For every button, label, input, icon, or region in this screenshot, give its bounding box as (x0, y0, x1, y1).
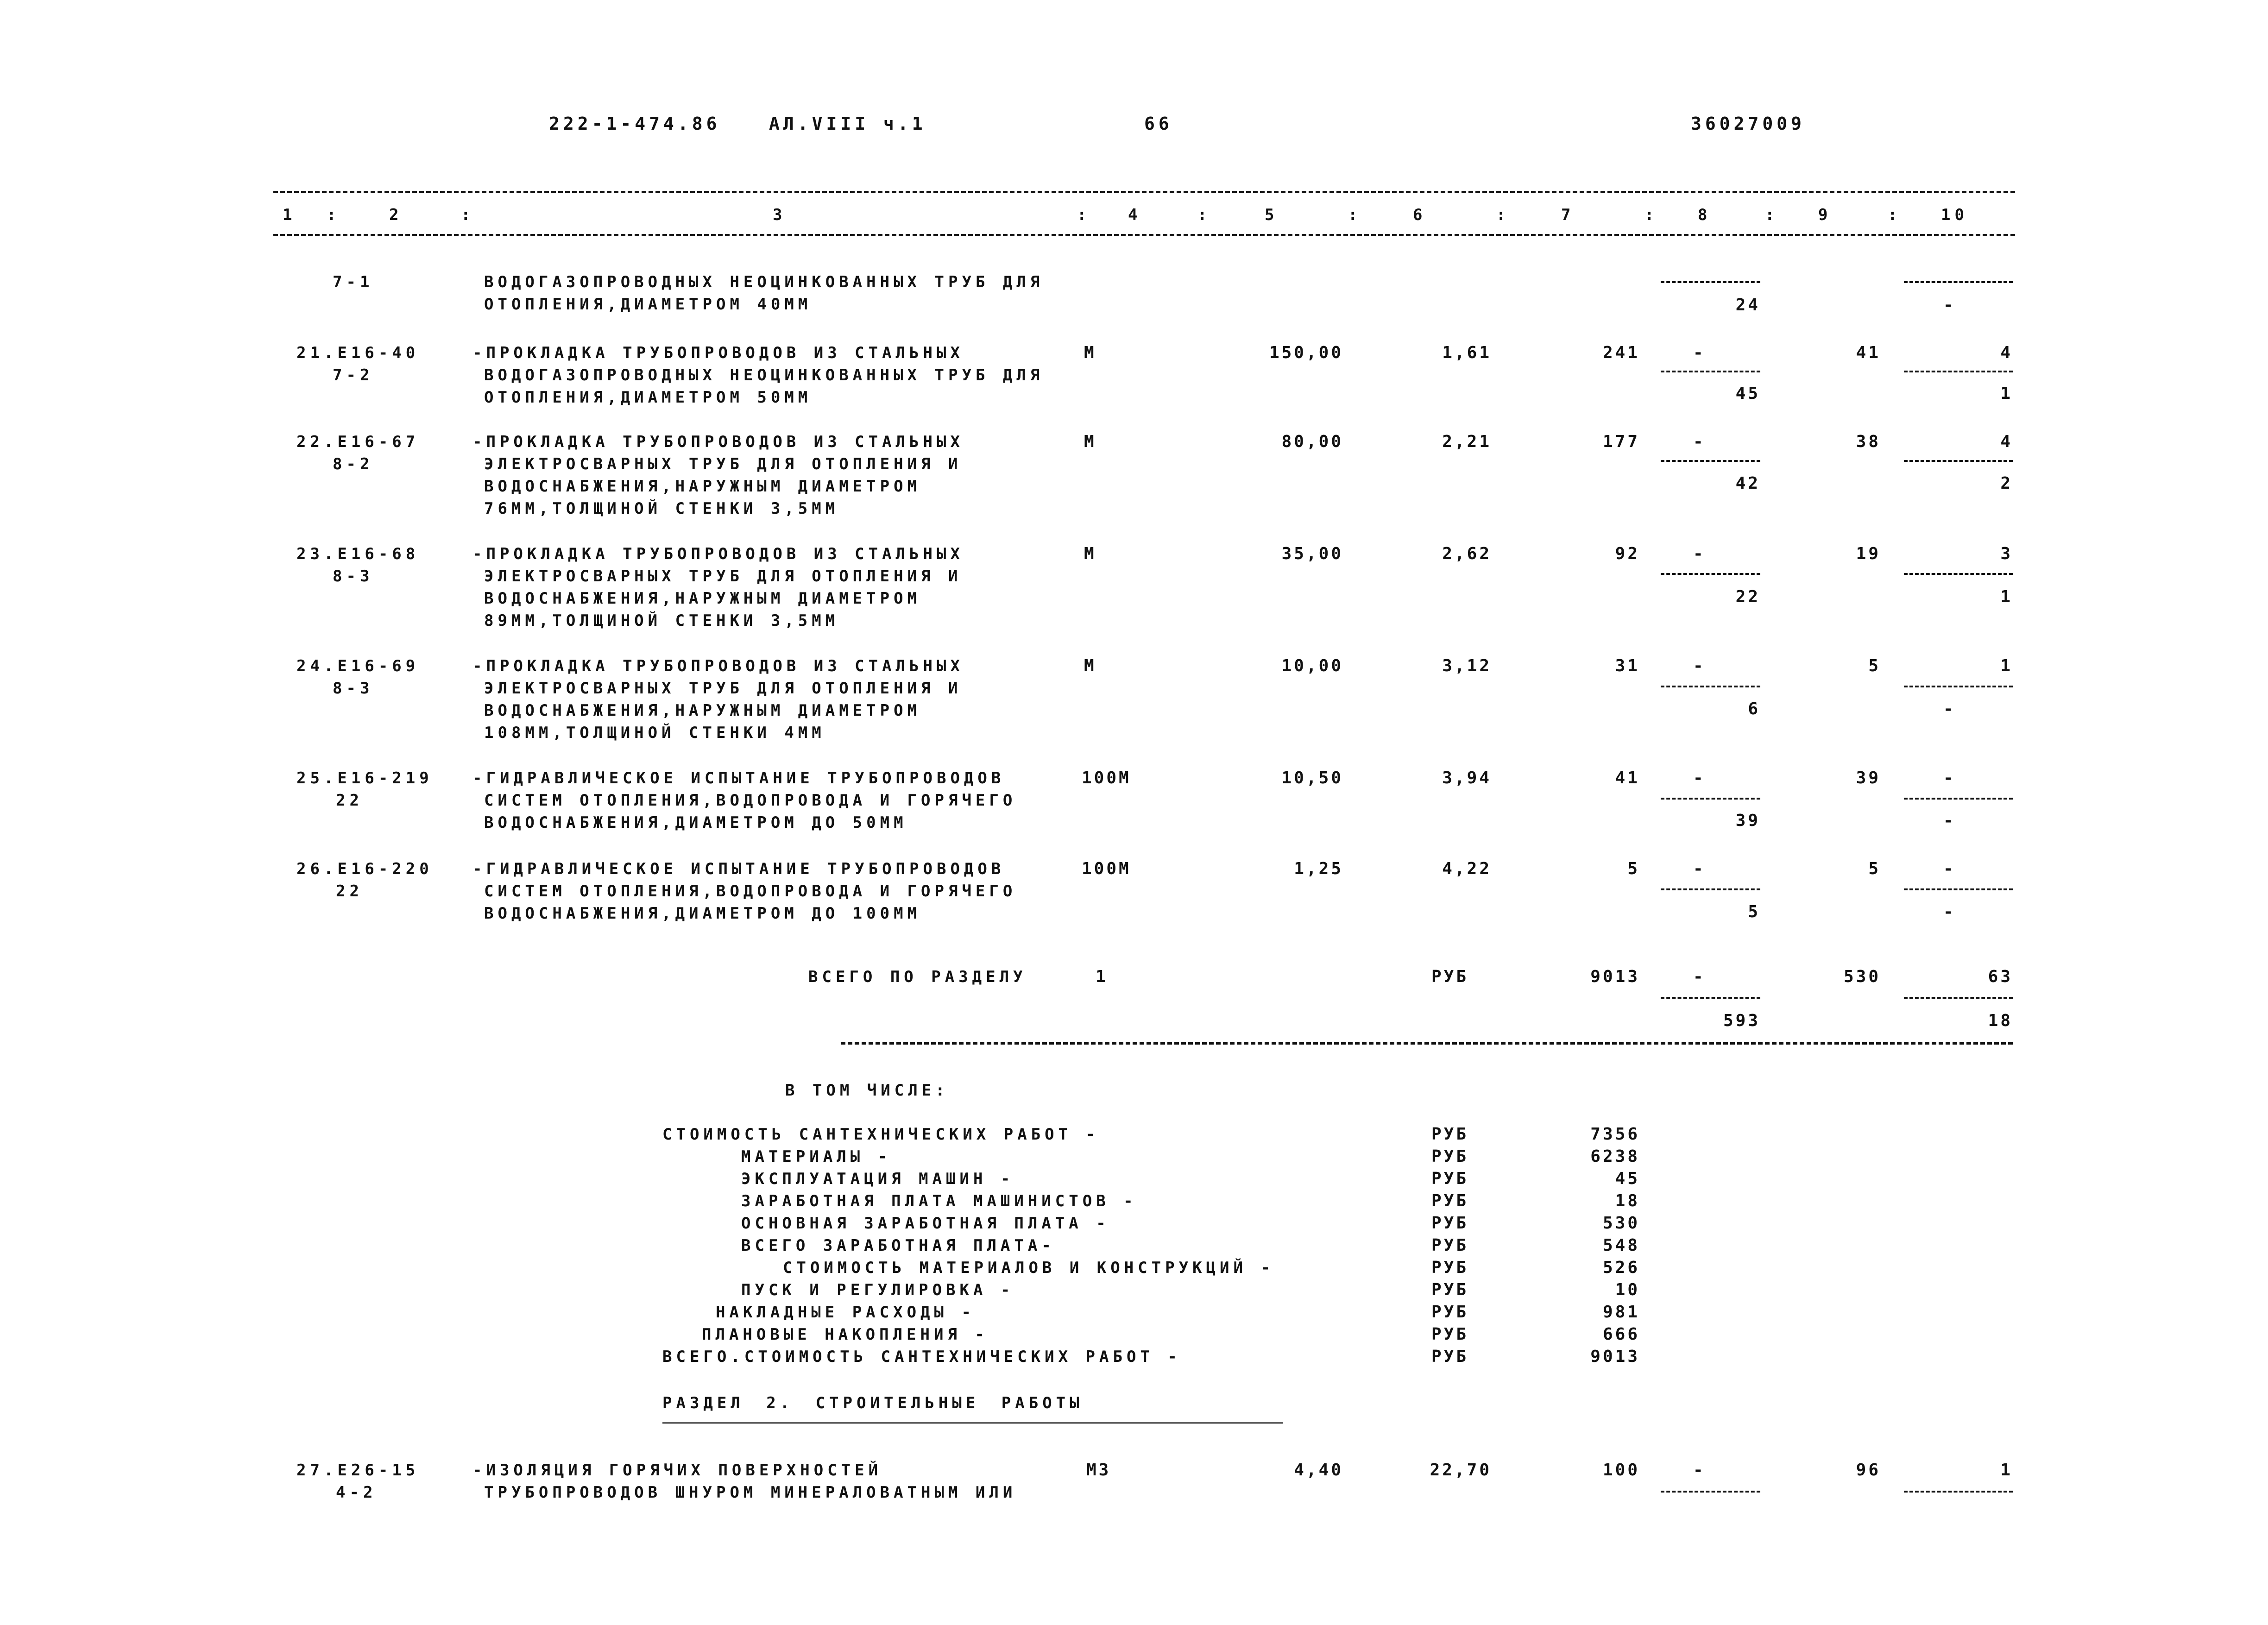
cell-divider (1661, 1491, 1760, 1493)
col-header-4: 4 (1128, 206, 1142, 224)
cell-unit: 100М (1082, 859, 1131, 878)
col-header-7: 7 (1561, 206, 1575, 224)
list-item-value: 7356 (1590, 1125, 1640, 1144)
cell-divider (1904, 997, 2013, 999)
list-item-value: 981 (1602, 1303, 1640, 1322)
cell-col10-upper: 4 (2000, 343, 2013, 362)
list-item-unit: РУБ (1431, 1258, 1469, 1277)
list-item-label: ЭКСПЛУАТАЦИЯ МАШИН - (741, 1170, 1014, 1188)
list-item-unit: РУБ (1431, 1125, 1469, 1144)
cell-divider (1661, 888, 1760, 890)
cell-col10-lower: - (1943, 811, 1956, 830)
cell-unit: М (1084, 343, 1096, 362)
work-description-line: ОТОПЛЕНИЯ,ДИАМЕТРОМ 40ММ (484, 295, 812, 314)
cell-divider (1904, 281, 2013, 283)
cell-col10-upper: - (1943, 859, 1956, 878)
album-label: АЛ.VIII ч.1 (769, 113, 926, 134)
cell-col8-lower: 24 (1735, 296, 1760, 315)
cell-col8-lower: 45 (1735, 384, 1760, 403)
list-item-value: 18 (1615, 1191, 1640, 1210)
cell-col10-lower: 2 (2000, 474, 2013, 493)
col-separator: : (1348, 206, 1362, 224)
cell-unit-price: 1,61 (1442, 343, 1492, 362)
cell-col9: 5 (1868, 859, 1881, 878)
norm-code: 25.Е16-219 (296, 769, 433, 787)
cell-quantity: 80,00 (1281, 432, 1343, 451)
list-item-value: 10 (1615, 1280, 1640, 1299)
cell-col10-upper: 1 (2000, 656, 2013, 675)
work-description-line: ВОДОСНАБЖЕНИЯ,НАРУЖНЫМ ДИАМЕТРОМ (484, 589, 921, 608)
list-item-label: МАТЕРИАЛЫ - (741, 1147, 892, 1166)
cell-col8-lower: 593 (1723, 1011, 1760, 1030)
norm-subcode: 8-2 (333, 455, 374, 473)
list-item-label: НАКЛАДНЫЕ РАСХОДЫ - (716, 1303, 975, 1322)
cell-col9: 530 (1843, 967, 1881, 986)
cell-col9: 5 (1868, 656, 1881, 675)
cell-unit-price: 3,94 (1442, 768, 1492, 787)
work-description-line: ВОДОГАЗОПРОВОДНЫХ НЕОЦИНКОВАННЫХ ТРУБ ДЛЯ (484, 366, 1044, 384)
cell-divider (1904, 573, 2013, 575)
cell-divider (1661, 573, 1760, 575)
col-separator: : (1197, 206, 1211, 224)
col-header-9: 9 (1818, 206, 1832, 224)
section-total-rule (841, 1042, 2013, 1045)
list-item-value: 9013 (1590, 1347, 1640, 1366)
list-item-value: 45 (1615, 1169, 1640, 1188)
norm-subcode: 22 (336, 882, 363, 901)
cell-total: 92 (1615, 544, 1640, 563)
col-header-2: 2 (389, 206, 403, 224)
cell-divider (1661, 686, 1760, 687)
section-total-unit: РУБ (1431, 967, 1469, 986)
cell-col9: 19 (1856, 544, 1881, 563)
cell-col8-upper: - (1693, 656, 1706, 675)
work-description-line: -ПРОКЛАДКА ТРУБОПРОВОДОВ ИЗ СТАЛЬНЫХ (472, 344, 964, 362)
cell-col8-upper: - (1693, 768, 1706, 787)
cell-col8-lower: 42 (1735, 474, 1760, 493)
cell-divider (1904, 888, 2013, 890)
col-header-10: 10 (1941, 206, 1968, 224)
work-description-line: ЭЛЕКТРОСВАРНЫХ ТРУБ ДЛЯ ОТОПЛЕНИЯ И (484, 455, 962, 473)
norm-subcode: 22 (336, 791, 363, 810)
cell-col10-lower: 1 (2000, 587, 2013, 606)
work-description-line: -ГИДРАВЛИЧЕСКОЕ ИСПЫТАНИЕ ТРУБОПРОВОДОВ (472, 769, 1005, 787)
norm-code: 22.Е16-67 (296, 433, 420, 451)
list-item-label: СТОИМОСТЬ САНТЕХНИЧЕСКИХ РАБОТ - (662, 1125, 1100, 1144)
cell-divider (1661, 460, 1760, 462)
section-total-value: 9013 (1590, 967, 1640, 986)
including-label: В ТОМ ЧИСЛЕ: (785, 1081, 949, 1100)
cell-divider (1904, 1491, 2013, 1493)
work-description-line: -ГИДРАВЛИЧЕСКОЕ ИСПЫТАНИЕ ТРУБОПРОВОДОВ (472, 860, 1005, 878)
list-item-unit: РУБ (1431, 1191, 1469, 1210)
cell-total: 241 (1602, 343, 1640, 362)
list-item-label: ПУСК И РЕГУЛИРОВКА - (741, 1281, 1014, 1299)
cell-divider (1661, 281, 1760, 283)
cell-col8-lower: 5 (1748, 902, 1760, 921)
col-header-6: 6 (1413, 206, 1427, 224)
list-item-label: ПЛАНОВЫЕ НАКОПЛЕНИЯ - (702, 1325, 989, 1344)
cell-unit-price: 2,21 (1442, 432, 1492, 451)
cell-col8-upper: - (1693, 1461, 1706, 1480)
norm-subcode: 7-1 (333, 273, 374, 291)
work-description-line: ВОДОСНАБЖЕНИЯ,НАРУЖНЫМ ДИАМЕТРОМ (484, 477, 921, 496)
cell-divider (1904, 371, 2013, 372)
list-item-unit: РУБ (1431, 1325, 1469, 1344)
work-description-line: ВОДОГАЗОПРОВОДНЫХ НЕОЦИНКОВАННЫХ ТРУБ ДЛЯ (484, 273, 1044, 291)
list-item-unit: РУБ (1431, 1169, 1469, 1188)
list-item-value: 548 (1602, 1236, 1640, 1255)
col-separator: : (1644, 206, 1658, 224)
list-item-value: 666 (1602, 1325, 1640, 1344)
work-description-line: ЭЛЕКТРОСВАРНЫХ ТРУБ ДЛЯ ОТОПЛЕНИЯ И (484, 679, 962, 698)
col-header-3: 3 (773, 206, 787, 224)
cell-unit: 100М (1082, 768, 1131, 787)
list-item-label: СТОИМОСТЬ МАТЕРИАЛОВ И КОНСТРУКЦИЙ - (783, 1259, 1274, 1277)
section-total-number: 1 (1096, 967, 1108, 986)
cell-col8-upper: - (1693, 967, 1706, 986)
section-heading: РАЗДЕЛ 2. СТРОИТЕЛЬНЫЕ РАБОТЫ (662, 1394, 1084, 1412)
cell-total: 31 (1615, 656, 1640, 675)
cell-col8-lower: 6 (1748, 699, 1760, 718)
cell-divider (1661, 371, 1760, 372)
work-description-line: 108ММ,ТОЛЩИНОЙ СТЕНКИ 4ММ (484, 724, 825, 742)
work-description-line: -ПРОКЛАДКА ТРУБОПРОВОДОВ ИЗ СТАЛЬНЫХ (472, 433, 964, 451)
list-item-label: ЗАРАБОТНАЯ ПЛАТА МАШИНИСТОВ - (741, 1192, 1137, 1210)
cell-col10-lower: - (1943, 902, 1956, 921)
cell-col10-upper: 1 (2000, 1461, 2013, 1480)
cell-unit: М (1084, 544, 1096, 563)
cell-col8-upper: - (1693, 859, 1706, 878)
col-separator: : (1888, 206, 1902, 224)
work-description-line: СИСТЕМ ОТОПЛЕНИЯ,ВОДОПРОВОДА И ГОРЯЧЕГО (484, 882, 1017, 901)
work-description-line: 76ММ,ТОЛЩИНОЙ СТЕНКИ 3,5ММ (484, 499, 839, 518)
list-item-value: 530 (1602, 1214, 1640, 1233)
col-header-1: 1 (283, 206, 296, 224)
col-separator: : (327, 206, 340, 224)
cell-divider (1904, 798, 2013, 800)
doc-number: 36027009 (1691, 113, 1806, 134)
cell-col9: 39 (1856, 768, 1881, 787)
cell-col10-lower: 1 (2000, 384, 2013, 403)
cell-col10-lower: - (1943, 699, 1956, 718)
norm-subcode: 8-3 (333, 567, 374, 586)
cell-quantity: 10,00 (1281, 656, 1343, 675)
cell-divider (1661, 997, 1760, 999)
cell-quantity: 35,00 (1281, 544, 1343, 563)
cell-divider (1904, 686, 2013, 687)
work-description-line: ОТОПЛЕНИЯ,ДИАМЕТРОМ 50ММ (484, 388, 812, 407)
col-separator: : (1765, 206, 1779, 224)
cell-quantity: 10,50 (1281, 768, 1343, 787)
list-item-label: ОСНОВНАЯ ЗАРАБОТНАЯ ПЛАТА - (741, 1214, 1110, 1233)
cell-col8-lower: 39 (1735, 811, 1760, 830)
work-description-line: -ИЗОЛЯЦИЯ ГОРЯЧИХ ПОВЕРХНОСТЕЙ (472, 1461, 882, 1480)
cell-unit-price: 2,62 (1442, 544, 1492, 563)
work-description-line: ВОДОСНАБЖЕНИЯ,ДИАМЕТРОМ ДО 100ММ (484, 904, 921, 923)
cell-col10-upper: 4 (2000, 432, 2013, 451)
work-description-line: ВОДОСНАБЖЕНИЯ,ДИАМЕТРОМ ДО 50ММ (484, 813, 907, 832)
list-item-unit: РУБ (1431, 1147, 1469, 1166)
work-description-line: ТРУБОПРОВОДОВ ШНУРОМ МИНЕРАЛОВАТНЫМ ИЛИ (484, 1483, 1017, 1502)
section-total-label: ВСЕГО ПО РАЗДЕЛУ (808, 968, 1027, 986)
col-header-8: 8 (1698, 206, 1712, 224)
cell-col10-upper: 3 (2000, 544, 2013, 563)
norm-code: 24.Е16-69 (296, 657, 420, 675)
norm-code: 23.Е16-68 (296, 545, 420, 563)
list-item-label: ВСЕГО.СТОИМОСТЬ САНТЕХНИЧЕСКИХ РАБОТ - (662, 1348, 1181, 1366)
list-item-unit: РУБ (1431, 1236, 1469, 1255)
list-item-unit: РУБ (1431, 1347, 1469, 1366)
section-heading-underline (662, 1422, 1283, 1423)
page-number: 66 (1144, 113, 1173, 134)
cell-col9: 38 (1856, 432, 1881, 451)
work-description-line: 89ММ,ТОЛЩИНОЙ СТЕНКИ 3,5ММ (484, 611, 839, 630)
cell-unit-price: 4,22 (1442, 859, 1492, 878)
doc-code: 222-1-474.86 (549, 113, 721, 134)
col-separator: : (1496, 206, 1510, 224)
norm-code: 21.Е16-40 (296, 344, 420, 362)
cell-total: 177 (1602, 432, 1640, 451)
cell-col8-upper: - (1693, 343, 1706, 362)
norm-subcode: 7-2 (333, 366, 374, 384)
col-separator: : (1077, 206, 1091, 224)
cell-quantity: 150,00 (1269, 343, 1343, 362)
cell-divider (1661, 798, 1760, 800)
list-item-unit: РУБ (1431, 1303, 1469, 1322)
list-item-unit: РУБ (1431, 1214, 1469, 1233)
cell-unit: М3 (1086, 1461, 1111, 1480)
header-top-rule (273, 191, 2015, 193)
norm-code: 27.Е26-15 (296, 1461, 420, 1480)
work-description-line: -ПРОКЛАДКА ТРУБОПРОВОДОВ ИЗ СТАЛЬНЫХ (472, 545, 964, 563)
cell-col9: 96 (1856, 1461, 1881, 1480)
cell-divider (1904, 460, 2013, 462)
cell-col10-upper: - (1943, 768, 1956, 787)
norm-code: 26.Е16-220 (296, 860, 433, 878)
cell-unit-price: 22,70 (1430, 1461, 1492, 1480)
cell-col10-lower: - (1943, 296, 1956, 315)
cell-quantity: 1,25 (1294, 859, 1343, 878)
cell-total: 5 (1627, 859, 1640, 878)
cell-unit: М (1084, 656, 1096, 675)
cell-unit: М (1084, 432, 1096, 451)
norm-subcode: 8-3 (333, 679, 374, 698)
cell-col10-upper: 63 (1988, 967, 2013, 986)
work-description-line: -ПРОКЛАДКА ТРУБОПРОВОДОВ ИЗ СТАЛЬНЫХ (472, 657, 964, 675)
cell-col9: 41 (1856, 343, 1881, 362)
header-bottom-rule (273, 234, 2015, 236)
cell-col10-lower: 18 (1988, 1011, 2013, 1030)
list-item-value: 6238 (1590, 1147, 1640, 1166)
cell-unit-price: 3,12 (1442, 656, 1492, 675)
list-item-label: ВСЕГО ЗАРАБОТНАЯ ПЛАТА- (741, 1236, 1055, 1255)
norm-subcode: 4-2 (336, 1483, 377, 1502)
list-item-unit: РУБ (1431, 1280, 1469, 1299)
cell-total: 41 (1615, 768, 1640, 787)
cell-col8-upper: - (1693, 544, 1706, 563)
work-description-line: ЭЛЕКТРОСВАРНЫХ ТРУБ ДЛЯ ОТОПЛЕНИЯ И (484, 567, 962, 586)
cell-col8-upper: - (1693, 432, 1706, 451)
col-separator: : (461, 206, 475, 224)
work-description-line: СИСТЕМ ОТОПЛЕНИЯ,ВОДОПРОВОДА И ГОРЯЧЕГО (484, 791, 1017, 810)
work-description-line: ВОДОСНАБЖЕНИЯ,НАРУЖНЫМ ДИАМЕТРОМ (484, 701, 921, 720)
cell-total: 100 (1602, 1461, 1640, 1480)
col-header-5: 5 (1265, 206, 1279, 224)
cell-col8-lower: 22 (1735, 587, 1760, 606)
cell-quantity: 4,40 (1294, 1461, 1343, 1480)
list-item-value: 526 (1602, 1258, 1640, 1277)
